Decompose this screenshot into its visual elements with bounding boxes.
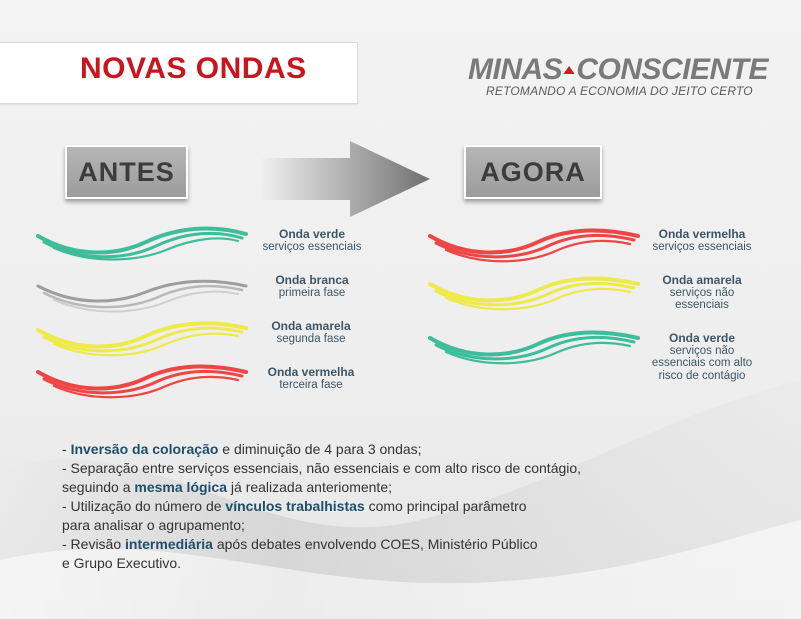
brand-logo (468, 52, 768, 98)
wave-label-yellow-after (622, 274, 782, 312)
wave-red-before (36, 362, 248, 406)
wave-red-after (428, 226, 640, 270)
mountain-triangle-icon (563, 58, 575, 82)
note-line: seguindo a mesma lógica já realizada anteriomente; (62, 479, 393, 495)
note-line: - Revisão intermediária após debates envolvendo COES, Ministério Público (62, 536, 538, 552)
wave-desc: segunda fase (276, 332, 346, 345)
wave-label-green-after (622, 332, 782, 382)
wave-desc: serviços essenciais (262, 240, 362, 253)
wave-desc: terceira fase (279, 378, 343, 391)
note-line: - Inversão da coloração e diminuição de 4 para 3 ondas; (62, 441, 422, 457)
wave-name: Onda vermelha (658, 227, 746, 241)
wave-desc-line: risco de contágio (658, 369, 746, 382)
wave-desc-line: essenciais com alto (651, 357, 753, 369)
agora-label-box: AGORA (464, 145, 602, 199)
wave-label-red-after (622, 228, 782, 253)
wave-yellow-after (428, 274, 640, 318)
wave-label-yellow-before (231, 320, 391, 345)
wave-desc-line: essenciais (675, 299, 729, 311)
wave-name: Onda verde (278, 227, 346, 241)
wave-green-after (428, 328, 640, 372)
wave-name: Onda amarela (271, 319, 351, 333)
wave-label-green-before (232, 228, 392, 253)
wave-white-before (36, 276, 248, 320)
wave-desc: primeira fase (278, 286, 346, 299)
right-arrow-icon (262, 141, 432, 217)
wave-yellow-before (36, 318, 248, 362)
note-line: - Separação entre serviços essenciais, não essenciais e com alto risco de contágio, (62, 460, 582, 476)
wave-desc-line: serviços não (669, 344, 735, 357)
wave-name: Onda verde (668, 331, 736, 345)
note-line: e Grupo Executivo. (62, 555, 182, 571)
brand-tagline: RETOMANDO A ECONOMIA DO JEITO CERTO (486, 84, 753, 98)
page-title: NOVAS ONDAS (80, 52, 307, 85)
wave-green-before (36, 222, 248, 266)
wave-name: Onda amarela (662, 273, 742, 287)
brand-right-text: CONSCIENTE (576, 53, 768, 86)
wave-name: Onda vermelha (267, 365, 355, 379)
wave-desc: serviços essenciais (652, 240, 752, 253)
note-line: para analisar o agrupamento; (62, 517, 245, 533)
antes-label-box: ANTES (65, 145, 188, 199)
wave-label-red-before (231, 366, 391, 391)
wave-label-white-before (232, 274, 392, 299)
brand-left-text: MINAS (468, 53, 563, 86)
notes-list (62, 440, 581, 573)
wave-name: Onda branca (275, 273, 349, 287)
note-line: - Utilização do número de vínculos trabalhistas como principal parâmetro (62, 498, 527, 514)
wave-desc-line: serviços não (669, 286, 735, 299)
